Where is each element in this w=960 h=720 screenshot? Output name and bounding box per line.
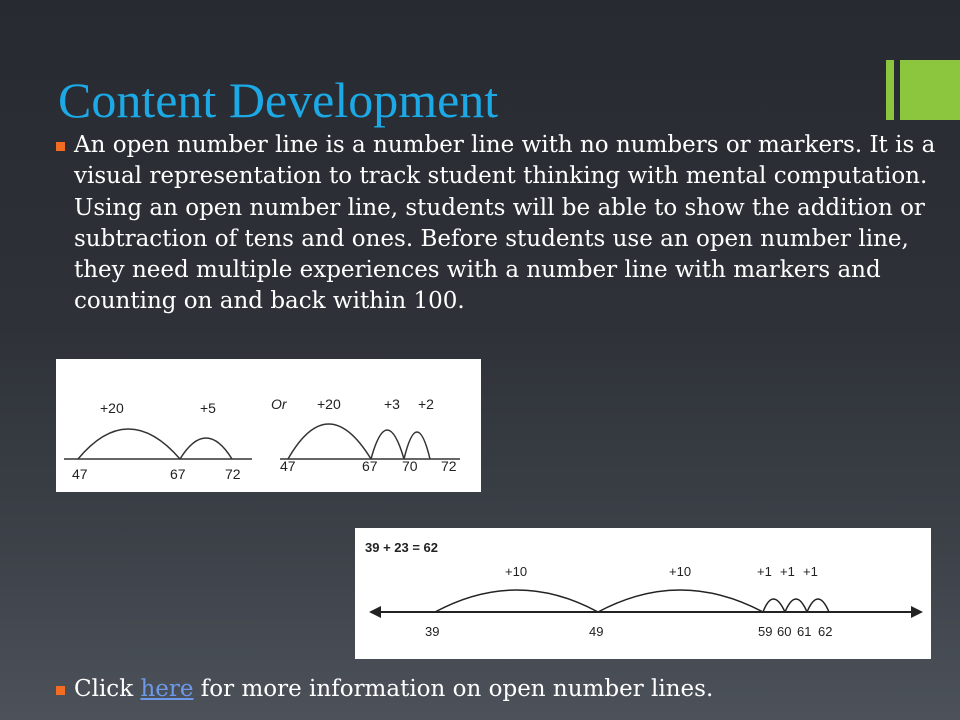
bullet-2-text (74, 674, 936, 705)
or-label: Or (271, 396, 287, 412)
open-number-line-figure-2 (355, 528, 931, 659)
tick-label: 47 (72, 466, 88, 482)
bullet-1 (56, 130, 936, 318)
right-arrow-icon (911, 606, 923, 618)
bullet-1-text: An open number line is a number line with no numbers or markers. It is a visual representation to track student thinking with mental computation. Using an open number line, students will be able to show the addition or subtraction of tens and ones. Before students use an open number line, they need multiple experiences with a number line with markers and counting on and back within 100. (74, 132, 936, 315)
jump-label: +1 (803, 564, 818, 579)
jump-arc (288, 424, 371, 459)
bullet-2 (56, 674, 936, 705)
tick-label: 61 (797, 624, 812, 639)
jump-label: +10 (669, 564, 692, 579)
tick-label: 70 (402, 458, 418, 474)
open-number-line-figure-1 (56, 359, 481, 492)
figure-2-svg (355, 528, 931, 659)
jump-arc (785, 599, 807, 612)
tick-label: 72 (441, 458, 457, 474)
jump-label: +3 (384, 396, 400, 412)
left-arrow-icon (369, 606, 381, 618)
tick-label: 67 (362, 458, 378, 474)
tick-label: 39 (425, 624, 440, 639)
jump-label: +1 (757, 564, 772, 579)
jump-arc (807, 599, 829, 612)
jump-arc (598, 590, 763, 612)
tick-label: 67 (170, 466, 186, 482)
tick-label: 72 (225, 466, 241, 482)
jump-arc (78, 429, 180, 459)
figure-1-svg (56, 359, 481, 492)
bullet-square-icon (56, 686, 65, 695)
more-info-link[interactable]: here (140, 676, 194, 702)
jump-label: +1 (780, 564, 795, 579)
jump-label: +20 (100, 400, 124, 416)
jump-label: +5 (200, 400, 216, 416)
jump-arc (435, 590, 598, 612)
equation-label: 39 + 23 = 62 (365, 540, 439, 555)
jump-arc (371, 430, 404, 459)
jump-arc (404, 432, 430, 459)
slide-title: Content Development (58, 72, 499, 128)
accent-bar-thin (886, 60, 894, 120)
bullet-square-icon (56, 142, 65, 151)
tick-label: 59 (758, 624, 773, 639)
jump-arc (180, 438, 232, 459)
tick-label: 62 (818, 624, 833, 639)
accent-bar-block (900, 60, 960, 120)
tick-label: 60 (777, 624, 792, 639)
bullet-2-prefix: Click (74, 676, 141, 702)
bullet-2-suffix: for more information on open number lines. (193, 676, 714, 702)
tick-label: 47 (280, 458, 296, 474)
tick-label: 49 (589, 624, 604, 639)
jump-label: +2 (418, 396, 434, 412)
jump-label: +20 (317, 396, 341, 412)
jump-arc (763, 599, 785, 612)
jump-label: +10 (505, 564, 528, 579)
